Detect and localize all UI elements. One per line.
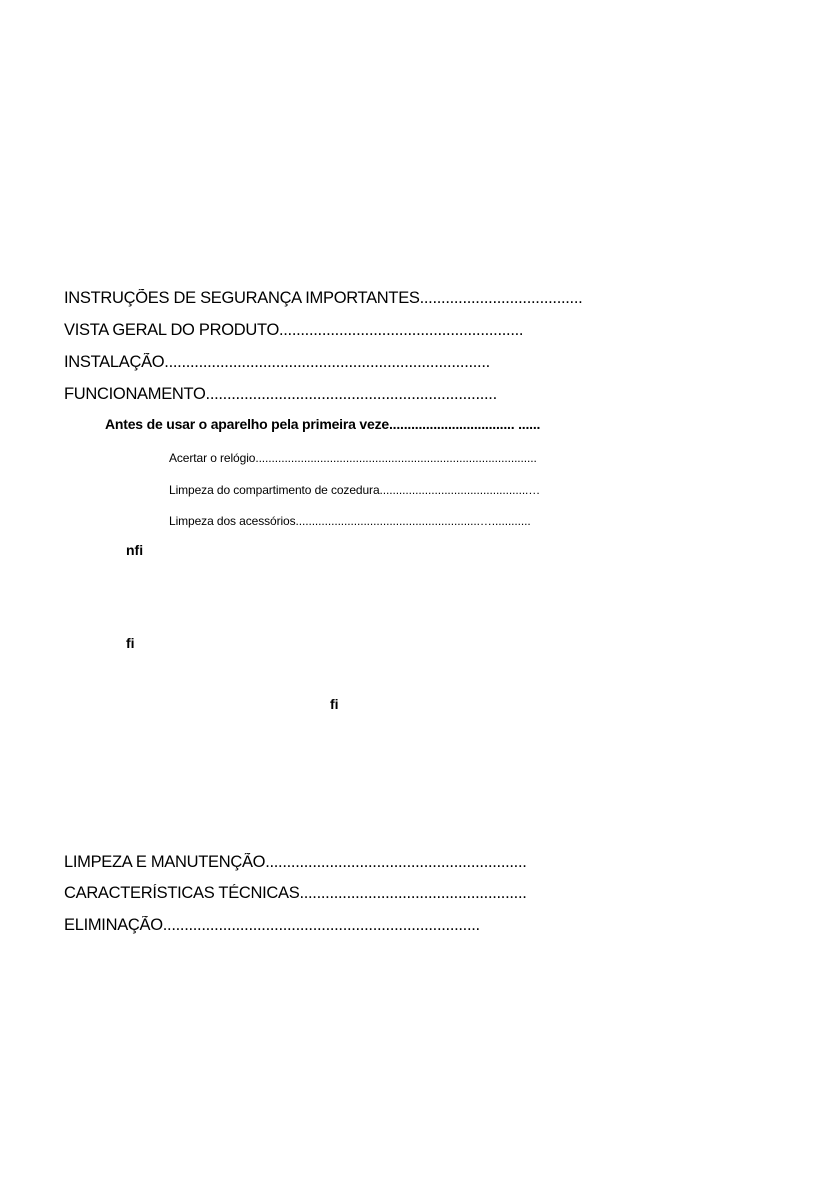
toc-entry-operation[interactable]: FUNCIONAMENTO.................................................................... [64, 385, 497, 403]
toc-entry-disposal[interactable]: ELIMINAÇÃO.......................................................................... [64, 916, 480, 934]
ligature-fragment: fi [126, 635, 135, 651]
toc-entry-set-clock[interactable]: Acertar o relógio....................................................................................... [169, 451, 537, 465]
toc-entry-clean-oven-compartment[interactable]: Limpeza do compartimento de cozedura..............................................… [169, 483, 541, 497]
toc-entry-product-overview[interactable]: VISTA GERAL DO PRODUTO......................................................... [64, 321, 524, 339]
toc-entry-before-first-use[interactable]: Antes de usar o aparelho pela primeira veze.................................. ...... [105, 416, 541, 432]
toc-entry-cleaning-maintenance[interactable]: LIMPEZA E MANUTENÇÃO............................................................. [64, 853, 527, 871]
toc-entry-clean-accessories[interactable]: Limpeza dos acessórios.........................................................…............ [169, 514, 531, 528]
toc-entry-technical-specs[interactable]: CARACTERÍSTICAS TÉCNICAS..................................................... [64, 884, 527, 902]
ligature-fragment: nfi [126, 542, 144, 558]
ligature-fragment: fi [330, 696, 339, 712]
toc-entry-safety-instructions[interactable]: INSTRUÇÕES DE SEGURANÇA IMPORTANTES...................................... [64, 289, 583, 307]
toc-entry-installation[interactable]: INSTALAÇÃO............................................................................ [64, 353, 490, 371]
